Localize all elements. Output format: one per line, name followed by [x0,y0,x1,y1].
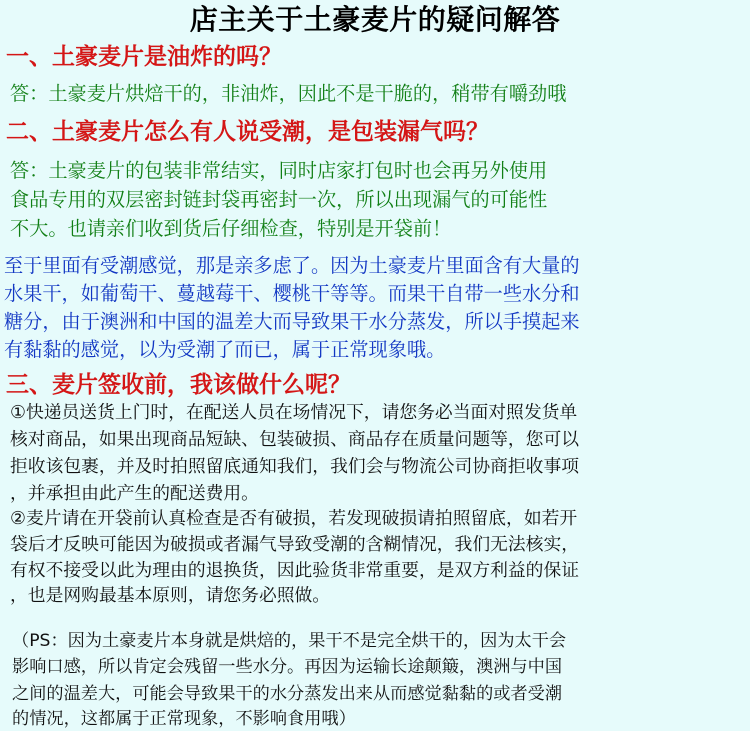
instruction-line-7: 有权不接受以此为理由的退换货，因此验货非常重要，是双方利益的保证 [10,560,580,581]
explanation-line-2: 水果干，如葡萄干、蔓越莓干、樱桃干等等。而果干自带一些水分和 [4,282,580,305]
answer-2-line-1: 答：土豪麦片的包装非常结实，同时店家打包时也会再另外使用 [10,159,548,182]
instruction-line-6: 袋后才反映可能因为破损或者漏气导致受潮的含糊情况，我们无法核实， [10,534,580,555]
instruction-line-3: 拒收该包裹，并及时拍照留底通知我们，我们会与物流公司协商拒收事项 [10,456,580,477]
instruction-line-4: ，并承担由此产生的配送费用。 [10,483,259,504]
instruction-line-2: 核对商品，如果出现商品短缺、包装破损、商品存在质量问题等，您可以 [10,429,580,450]
instruction-line-5: ②麦片请在开袋前认真检查是否有破损，若发现破损请拍照留底，如若开 [10,508,578,529]
answer-2-line-3: 不大。也请亲们收到货后仔细检查，特别是开袋前！ [10,217,452,240]
explanation-line-3: 糖分，由于澳洲和中国的温差大而导致果干水分蒸发，所以手摸起来 [4,310,580,333]
explanation-line-1: 至于里面有受潮感觉，那是亲多虑了。因为土豪麦片里面含有大量的 [4,254,580,277]
instruction-line-1: ①快递员送货上门时，在配送人员在场情况下，请您务必当面对照发货单 [10,402,578,423]
answer-2-line-2: 食品专用的双层密封链封袋再密封一次，所以出现漏气的可能性 [10,188,548,211]
explanation-line-4: 有黏黏的感觉，以为受潮了而已，属于正常现象哦。 [4,338,446,361]
instruction-line-8: ，也是网购最基本原则，请您务必照做。 [10,585,331,606]
answer-1-text: 答：土豪麦片烘焙干的，非油炸，因此不是干脆的，稍带有嚼劲哦 [10,82,567,105]
page-title: 店主关于土豪麦片的疑问解答 [189,3,561,36]
postscript-line-1: （PS：因为土豪麦片本身就是烘焙的，果干不是完全烘干的，因为太干会 [12,631,567,651]
postscript-line-4: 的情况，这都属于正常现象，不影响食用哦） [12,709,356,729]
question-2-heading: 二、土豪麦片怎么有人说受潮，是包装漏气吗？ [6,118,489,145]
postscript-line-3: 之间的温差大，可能会导致果干的水分蒸发出来从而感觉黏黏的或者受潮 [12,684,563,704]
question-1-heading: 一、土豪麦片是油炸的吗？ [6,43,282,70]
postscript-line-2: 影响口感，所以肯定会残留一些水分。再因为运输长途颠簸，澳洲与中国 [12,657,563,677]
question-3-heading: 三、麦片签收前，我该做什么呢？ [6,371,351,398]
